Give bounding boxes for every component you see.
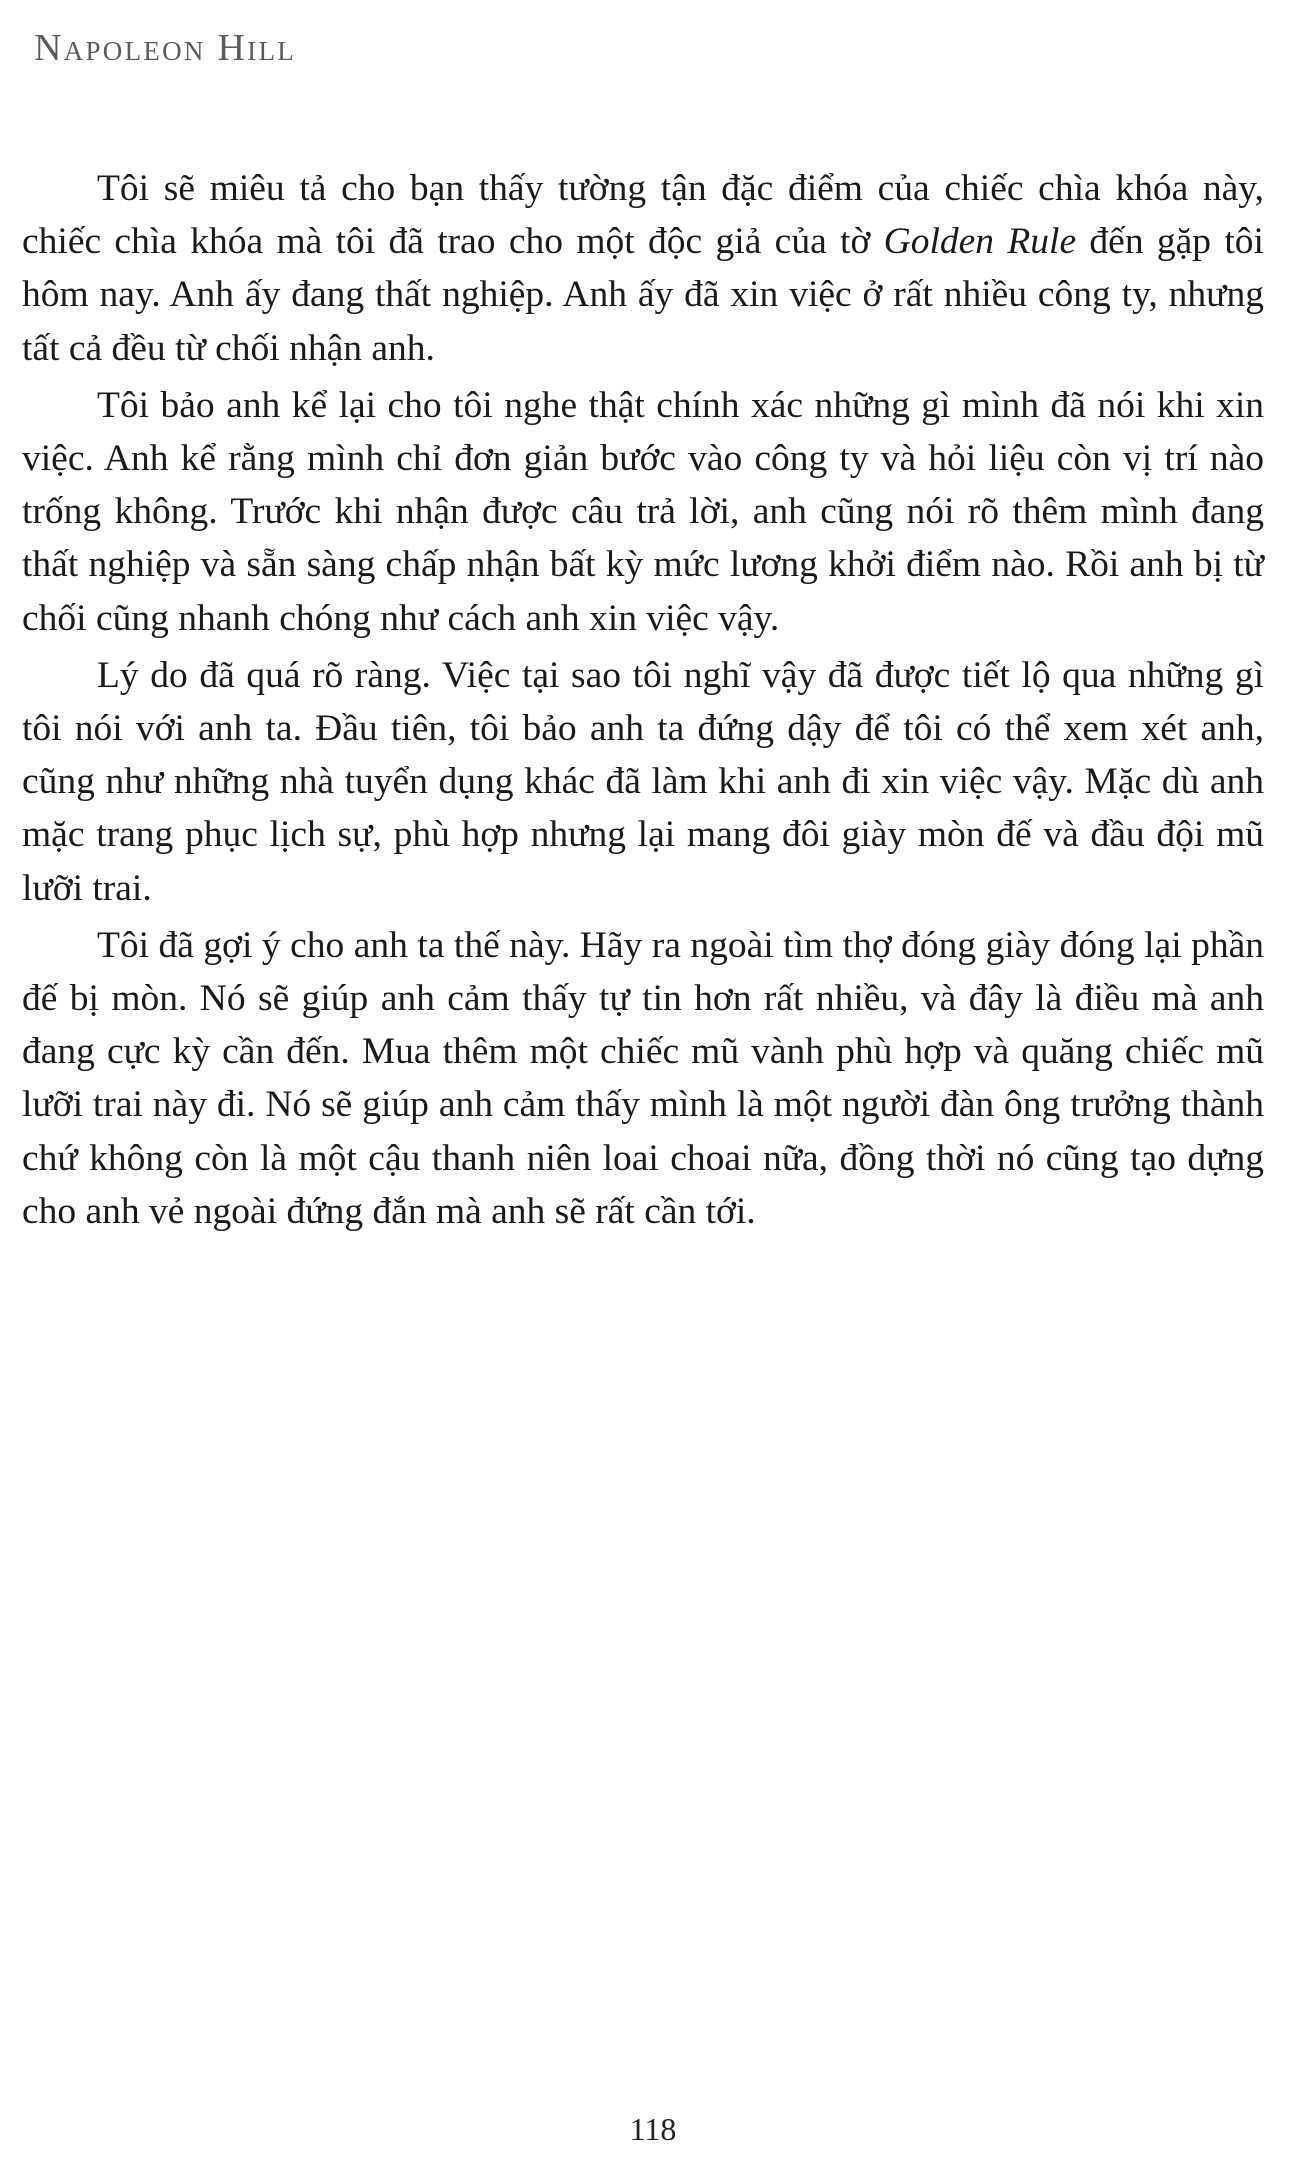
paragraph-1: Tôi sẽ miêu tả cho bạn thấy tường tận đặc điểm của chiếc chìa khóa này, chiếc chìa khóa mà tôi đã trao cho một độc giả của tờ Golden Rule đến gặp tôi hôm nay. Anh ấy đang thất nghiệp. Anh ấy đã xin việc ở rất nhiều công ty, nhưng tất cả đều từ chối nhận anh. bbox=[22, 167, 1264, 369]
paragraph-3: Lý do đã quá rõ ràng. Việc tại sao tôi nghĩ vậy đã được tiết lộ qua những gì tôi nói với anh ta. Đầu tiên, tôi bảo anh ta đứng dậy để tôi có thể xem xét anh, cũng như những nhà tuyển dụng khác đã làm khi anh đi xin việc vậy. Mặc dù anh mặc trang phục lịch sự, phù hợp nhưng lại mang đôi giày mòn đế và đầu đội mũ lưỡi trai. bbox=[22, 654, 1264, 909]
page-body-text bbox=[22, 162, 1264, 2057]
paragraph-4: Tôi đã gợi ý cho anh ta thế này. Hãy ra ngoài tìm thợ đóng giày đóng lại phần đế bị mòn. Nó sẽ giúp anh cảm thấy tự tin hơn rất nhiều, và đây là điều mà anh đang cực kỳ cần đến. Mua thêm một chiếc mũ vành phù hợp và quăng chiếc mũ lưỡi trai này đi. Nó sẽ giúp anh cảm thấy mình là một người đàn ông trưởng thành chứ không còn là một cậu thanh niên loai choai nữa, đồng thời nó cũng tạo dựng cho anh vẻ ngoài đứng đắn mà anh sẽ rất cần tới. bbox=[22, 924, 1264, 1232]
running-head-author: Napoleon Hill bbox=[34, 27, 296, 69]
italic-title: Golden Rule bbox=[883, 221, 1077, 263]
page-number: 118 bbox=[629, 2111, 677, 2147]
paragraph-2: Tôi bảo anh kể lại cho tôi nghe thật chính xác những gì mình đã nói khi xin việc. Anh kể rằng mình chỉ đơn giản bước vào công ty và hỏi liệu còn vị trí nào trống không. Trước khi nhận được câu trả lời, anh cũng nói rõ thêm mình đang thất nghiệp và sẵn sàng chấp nhận bất kỳ mức lương khởi điểm nào. Rồi anh bị từ chối cũng nhanh chóng như cách anh xin việc vậy. bbox=[22, 384, 1264, 639]
